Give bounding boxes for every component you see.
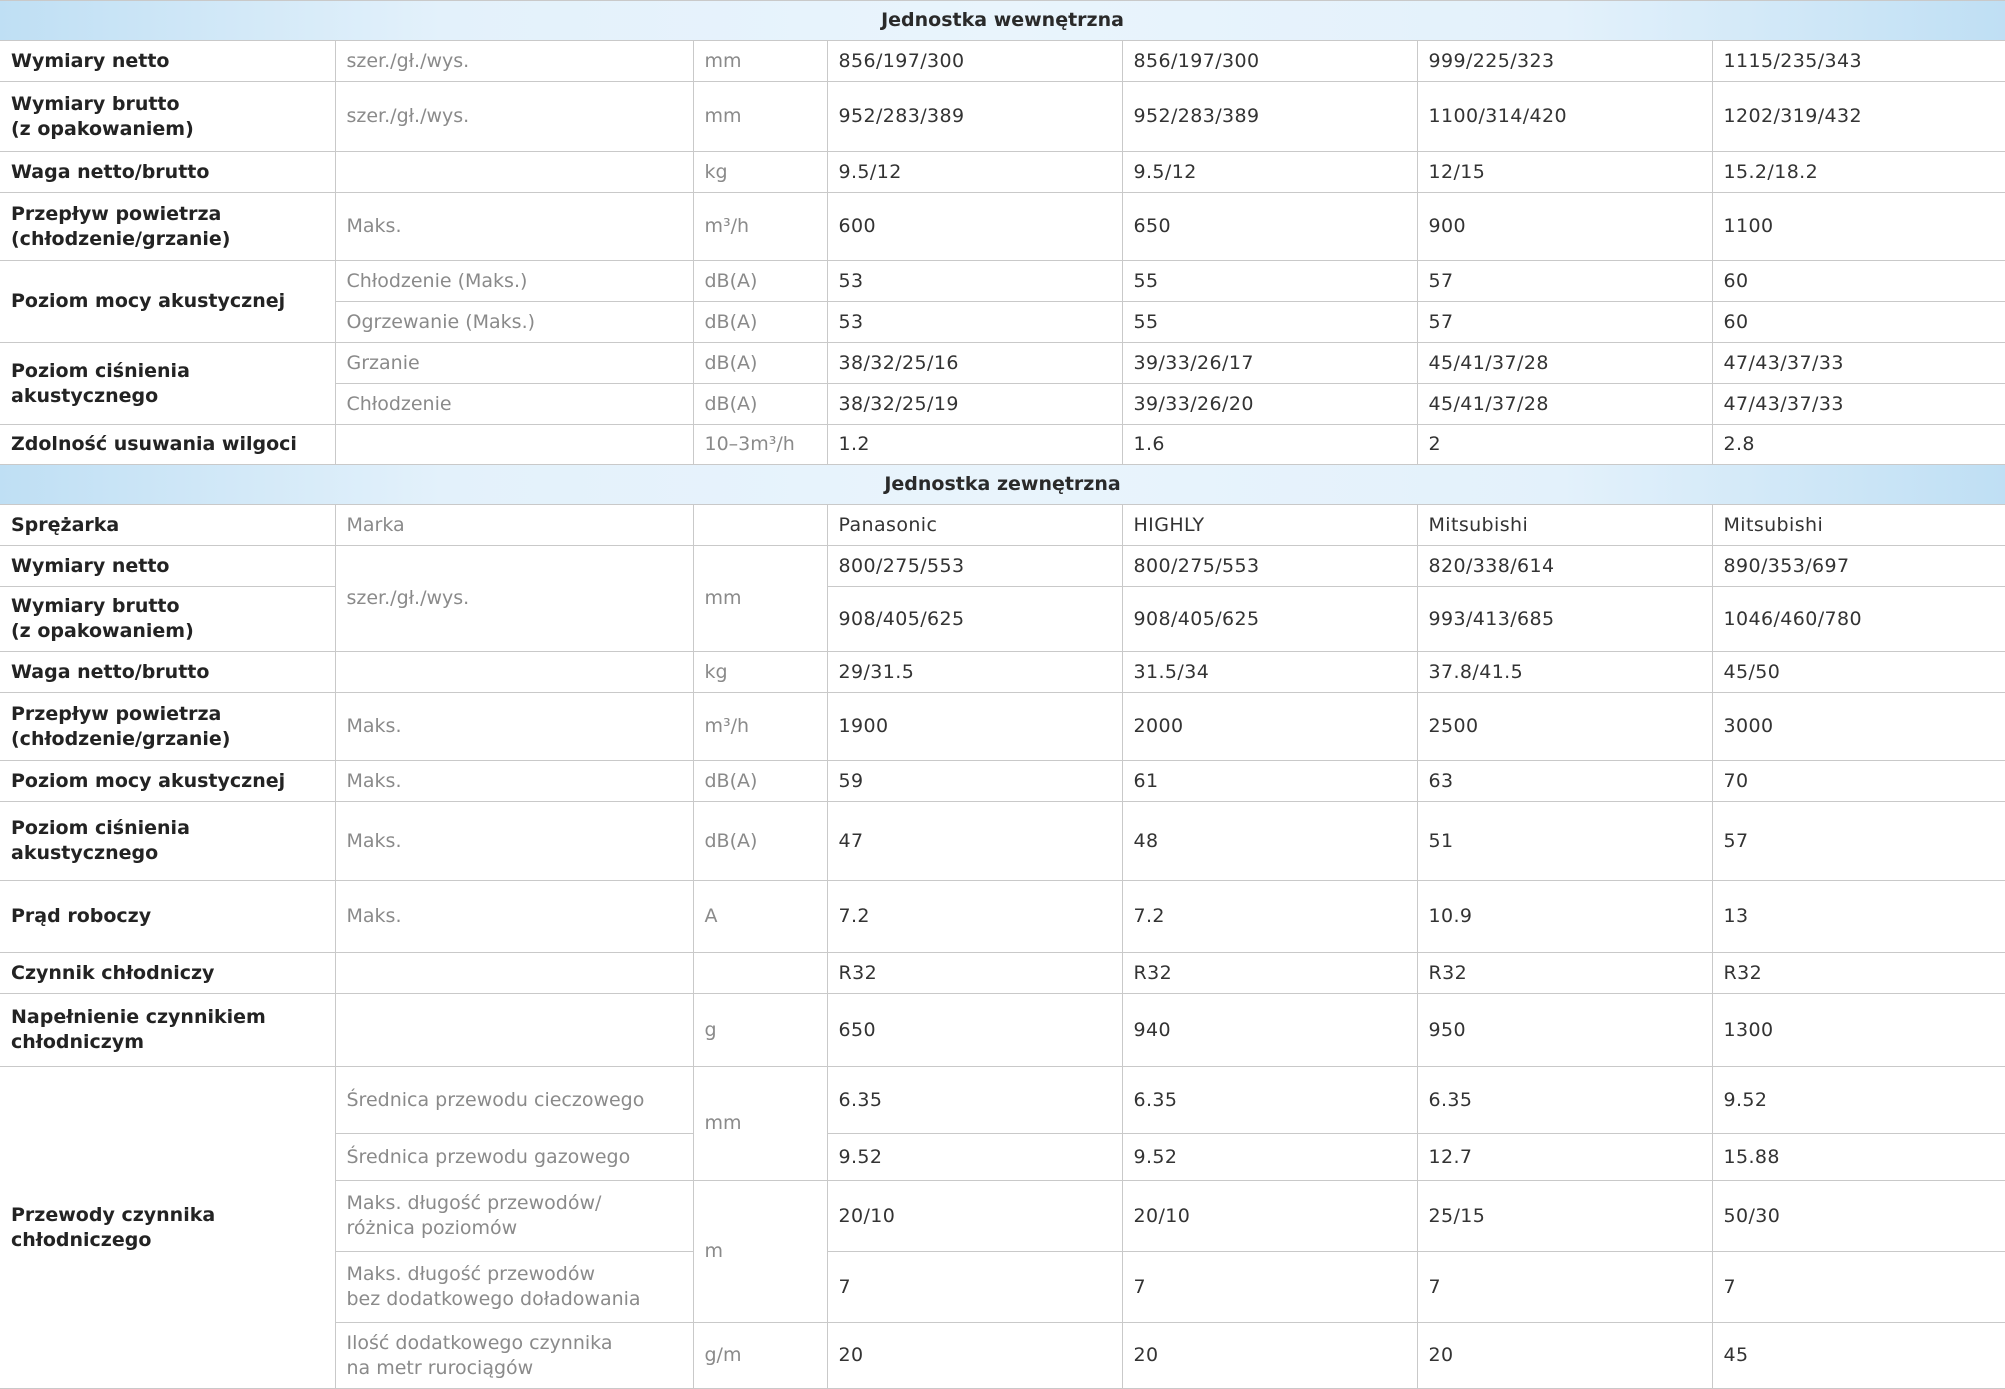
sub-label: szer./gł./wys. bbox=[335, 41, 693, 82]
sub-label: Chłodzenie bbox=[335, 384, 693, 425]
spec-table-body bbox=[0, 1, 2005, 1389]
unit-label: kg bbox=[693, 652, 827, 693]
value-cell: 50/30 bbox=[1712, 1181, 2005, 1252]
value-cell: 10.9 bbox=[1417, 881, 1712, 953]
value-cell: 908/405/625 bbox=[827, 587, 1122, 652]
sub-label: szer./gł./wys. bbox=[335, 82, 693, 152]
unit-label: mm bbox=[693, 82, 827, 152]
value-cell: 950 bbox=[1417, 994, 1712, 1067]
value-cell: 1046/460/780 bbox=[1712, 587, 2005, 652]
value-cell: 820/338/614 bbox=[1417, 546, 1712, 587]
sub-label bbox=[335, 652, 693, 693]
value-cell: 908/405/625 bbox=[1122, 587, 1417, 652]
param-label: Przewody czynnika chłodniczego bbox=[0, 1067, 335, 1389]
table-row bbox=[0, 425, 2005, 465]
value-cell: 1100/314/420 bbox=[1417, 82, 1712, 152]
table-row bbox=[0, 1067, 2005, 1134]
table-row bbox=[0, 802, 2005, 881]
unit-label: 10–3m³/h bbox=[693, 425, 827, 465]
value-cell: Mitsubishi bbox=[1417, 505, 1712, 546]
value-cell: 57 bbox=[1712, 802, 2005, 881]
value-cell: 1.2 bbox=[827, 425, 1122, 465]
unit-label: dB(A) bbox=[693, 384, 827, 425]
sub-label: Maks. bbox=[335, 193, 693, 261]
unit-label: dB(A) bbox=[693, 802, 827, 881]
value-cell: 856/197/300 bbox=[827, 41, 1122, 82]
value-cell: 1900 bbox=[827, 693, 1122, 761]
param-label: Wymiary brutto (z opakowaniem) bbox=[0, 587, 335, 652]
value-cell: R32 bbox=[1712, 953, 2005, 994]
sub-label: Ogrzewanie (Maks.) bbox=[335, 302, 693, 343]
table-row bbox=[0, 546, 2005, 587]
value-cell: 39/33/26/20 bbox=[1122, 384, 1417, 425]
table-row bbox=[0, 693, 2005, 761]
value-cell: 13 bbox=[1712, 881, 2005, 953]
value-cell: 1115/235/343 bbox=[1712, 41, 2005, 82]
sub-label: Maks. bbox=[335, 761, 693, 802]
value-cell: 45/41/37/28 bbox=[1417, 343, 1712, 384]
value-cell: 53 bbox=[827, 302, 1122, 343]
value-cell: 70 bbox=[1712, 761, 2005, 802]
value-cell: R32 bbox=[1122, 953, 1417, 994]
value-cell: 2 bbox=[1417, 425, 1712, 465]
value-cell: Panasonic bbox=[827, 505, 1122, 546]
value-cell: 45/50 bbox=[1712, 652, 2005, 693]
value-cell: 2500 bbox=[1417, 693, 1712, 761]
sub-label: Średnica przewodu cieczowego bbox=[335, 1067, 693, 1134]
value-cell: 39/33/26/17 bbox=[1122, 343, 1417, 384]
value-cell: 20 bbox=[827, 1323, 1122, 1389]
unit-label: kg bbox=[693, 152, 827, 193]
value-cell: 53 bbox=[827, 261, 1122, 302]
param-label: Poziom ciśnienia akustycznego bbox=[0, 802, 335, 881]
value-cell: 55 bbox=[1122, 261, 1417, 302]
unit-label: mm bbox=[693, 546, 827, 652]
table-row bbox=[0, 587, 2005, 652]
value-cell: 650 bbox=[1122, 193, 1417, 261]
param-label: Waga netto/brutto bbox=[0, 652, 335, 693]
value-cell: 7.2 bbox=[1122, 881, 1417, 953]
sub-label: Marka bbox=[335, 505, 693, 546]
value-cell: 20 bbox=[1122, 1323, 1417, 1389]
value-cell: 7.2 bbox=[827, 881, 1122, 953]
value-cell: R32 bbox=[1417, 953, 1712, 994]
param-label: Wymiary netto bbox=[0, 546, 335, 587]
value-cell: 38/32/25/19 bbox=[827, 384, 1122, 425]
value-cell: 59 bbox=[827, 761, 1122, 802]
value-cell: 2.8 bbox=[1712, 425, 2005, 465]
sub-label bbox=[335, 425, 693, 465]
value-cell: 999/225/323 bbox=[1417, 41, 1712, 82]
value-cell: 7 bbox=[1122, 1252, 1417, 1323]
value-cell: 47/43/37/33 bbox=[1712, 384, 2005, 425]
param-label: Poziom ciśnienia akustycznego bbox=[0, 343, 335, 425]
value-cell: 6.35 bbox=[1417, 1067, 1712, 1134]
value-cell: 38/32/25/16 bbox=[827, 343, 1122, 384]
sub-label: Maks. bbox=[335, 881, 693, 953]
sub-label: szer./gł./wys. bbox=[335, 546, 693, 652]
value-cell: 952/283/389 bbox=[827, 82, 1122, 152]
value-cell: 890/353/697 bbox=[1712, 546, 2005, 587]
sub-label: Ilość dodatkowego czynnika na metr rurociągów bbox=[335, 1323, 693, 1389]
value-cell: R32 bbox=[827, 953, 1122, 994]
value-cell: 800/275/553 bbox=[827, 546, 1122, 587]
value-cell: 15.88 bbox=[1712, 1134, 2005, 1181]
value-cell: 12/15 bbox=[1417, 152, 1712, 193]
value-cell: 1202/319/432 bbox=[1712, 82, 2005, 152]
value-cell: 3000 bbox=[1712, 693, 2005, 761]
table-row bbox=[0, 41, 2005, 82]
param-label: Sprężarka bbox=[0, 505, 335, 546]
param-label: Waga netto/brutto bbox=[0, 152, 335, 193]
param-label: Przepływ powietrza (chłodzenie/grzanie) bbox=[0, 693, 335, 761]
value-cell: 9.5/12 bbox=[827, 152, 1122, 193]
value-cell: 45 bbox=[1712, 1323, 2005, 1389]
value-cell: 51 bbox=[1417, 802, 1712, 881]
unit-label: g/m bbox=[693, 1323, 827, 1389]
value-cell: 900 bbox=[1417, 193, 1712, 261]
value-cell: 15.2/18.2 bbox=[1712, 152, 2005, 193]
table-row bbox=[0, 343, 2005, 384]
sub-label: Grzanie bbox=[335, 343, 693, 384]
value-cell: 37.8/41.5 bbox=[1417, 652, 1712, 693]
value-cell: 1100 bbox=[1712, 193, 2005, 261]
unit-label: m³/h bbox=[693, 693, 827, 761]
sub-label: Maks. długość przewodów bez dodatkowego doładowania bbox=[335, 1252, 693, 1323]
param-label: Przepływ powietrza (chłodzenie/grzanie) bbox=[0, 193, 335, 261]
value-cell: 6.35 bbox=[1122, 1067, 1417, 1134]
value-cell: 63 bbox=[1417, 761, 1712, 802]
table-row bbox=[0, 761, 2005, 802]
indoor-section-header: Jednostka wewnętrzna bbox=[0, 1, 2005, 41]
sub-label bbox=[335, 953, 693, 994]
unit-label: dB(A) bbox=[693, 761, 827, 802]
param-label: Wymiary brutto (z opakowaniem) bbox=[0, 82, 335, 152]
sub-label: Średnica przewodu gazowego bbox=[335, 1134, 693, 1181]
param-label: Poziom mocy akustycznej bbox=[0, 261, 335, 343]
table-row bbox=[0, 82, 2005, 152]
value-cell: 9.52 bbox=[1122, 1134, 1417, 1181]
value-cell: 1.6 bbox=[1122, 425, 1417, 465]
value-cell: 48 bbox=[1122, 802, 1417, 881]
value-cell: 2000 bbox=[1122, 693, 1417, 761]
unit-label bbox=[693, 953, 827, 994]
value-cell: 20 bbox=[1417, 1323, 1712, 1389]
sub-label bbox=[335, 152, 693, 193]
param-label: Wymiary netto bbox=[0, 41, 335, 82]
value-cell: 61 bbox=[1122, 761, 1417, 802]
table-row bbox=[0, 152, 2005, 193]
value-cell: 993/413/685 bbox=[1417, 587, 1712, 652]
unit-label: m bbox=[693, 1181, 827, 1323]
unit-label bbox=[693, 505, 827, 546]
unit-label: g bbox=[693, 994, 827, 1067]
value-cell: 31.5/34 bbox=[1122, 652, 1417, 693]
unit-label: m³/h bbox=[693, 193, 827, 261]
value-cell: 952/283/389 bbox=[1122, 82, 1417, 152]
value-cell: 6.35 bbox=[827, 1067, 1122, 1134]
param-label: Zdolność usuwania wilgoci bbox=[0, 425, 335, 465]
value-cell: 650 bbox=[827, 994, 1122, 1067]
value-cell: 800/275/553 bbox=[1122, 546, 1417, 587]
unit-label: dB(A) bbox=[693, 302, 827, 343]
unit-label: mm bbox=[693, 41, 827, 82]
unit-label: dB(A) bbox=[693, 261, 827, 302]
value-cell: 856/197/300 bbox=[1122, 41, 1417, 82]
value-cell: 29/31.5 bbox=[827, 652, 1122, 693]
value-cell: Mitsubishi bbox=[1712, 505, 2005, 546]
unit-label: mm bbox=[693, 1067, 827, 1181]
value-cell: 47/43/37/33 bbox=[1712, 343, 2005, 384]
value-cell: 9.52 bbox=[827, 1134, 1122, 1181]
value-cell: 9.52 bbox=[1712, 1067, 2005, 1134]
value-cell: 1300 bbox=[1712, 994, 2005, 1067]
sub-label bbox=[335, 994, 693, 1067]
value-cell: 57 bbox=[1417, 302, 1712, 343]
value-cell: 20/10 bbox=[827, 1181, 1122, 1252]
table-row bbox=[0, 652, 2005, 693]
value-cell: 20/10 bbox=[1122, 1181, 1417, 1252]
outdoor-section-header: Jednostka zewnętrzna bbox=[0, 465, 2005, 505]
value-cell: 12.7 bbox=[1417, 1134, 1712, 1181]
value-cell: 25/15 bbox=[1417, 1181, 1712, 1252]
param-label: Poziom mocy akustycznej bbox=[0, 761, 335, 802]
sub-label: Maks. bbox=[335, 802, 693, 881]
table-row bbox=[0, 953, 2005, 994]
param-label: Napełnienie czynnikiem chłodniczym bbox=[0, 994, 335, 1067]
table-row bbox=[0, 193, 2005, 261]
value-cell: 600 bbox=[827, 193, 1122, 261]
param-label: Czynnik chłodniczy bbox=[0, 953, 335, 994]
value-cell: 47 bbox=[827, 802, 1122, 881]
unit-label: A bbox=[693, 881, 827, 953]
value-cell: 57 bbox=[1417, 261, 1712, 302]
value-cell: 55 bbox=[1122, 302, 1417, 343]
sub-label: Chłodzenie (Maks.) bbox=[335, 261, 693, 302]
value-cell: 7 bbox=[827, 1252, 1122, 1323]
indoor-section-header-row bbox=[0, 1, 2005, 41]
sub-label: Maks. bbox=[335, 693, 693, 761]
unit-label: dB(A) bbox=[693, 343, 827, 384]
value-cell: 45/41/37/28 bbox=[1417, 384, 1712, 425]
value-cell: 7 bbox=[1417, 1252, 1712, 1323]
value-cell: 60 bbox=[1712, 261, 2005, 302]
param-label: Prąd roboczy bbox=[0, 881, 335, 953]
value-cell: HIGHLY bbox=[1122, 505, 1417, 546]
outdoor-section-header-row bbox=[0, 465, 2005, 505]
sub-label: Maks. długość przewodów/ różnica poziomów bbox=[335, 1181, 693, 1252]
value-cell: 940 bbox=[1122, 994, 1417, 1067]
table-row bbox=[0, 994, 2005, 1067]
table-row bbox=[0, 881, 2005, 953]
table-row bbox=[0, 261, 2005, 302]
value-cell: 7 bbox=[1712, 1252, 2005, 1323]
value-cell: 9.5/12 bbox=[1122, 152, 1417, 193]
table-row bbox=[0, 505, 2005, 546]
value-cell: 60 bbox=[1712, 302, 2005, 343]
